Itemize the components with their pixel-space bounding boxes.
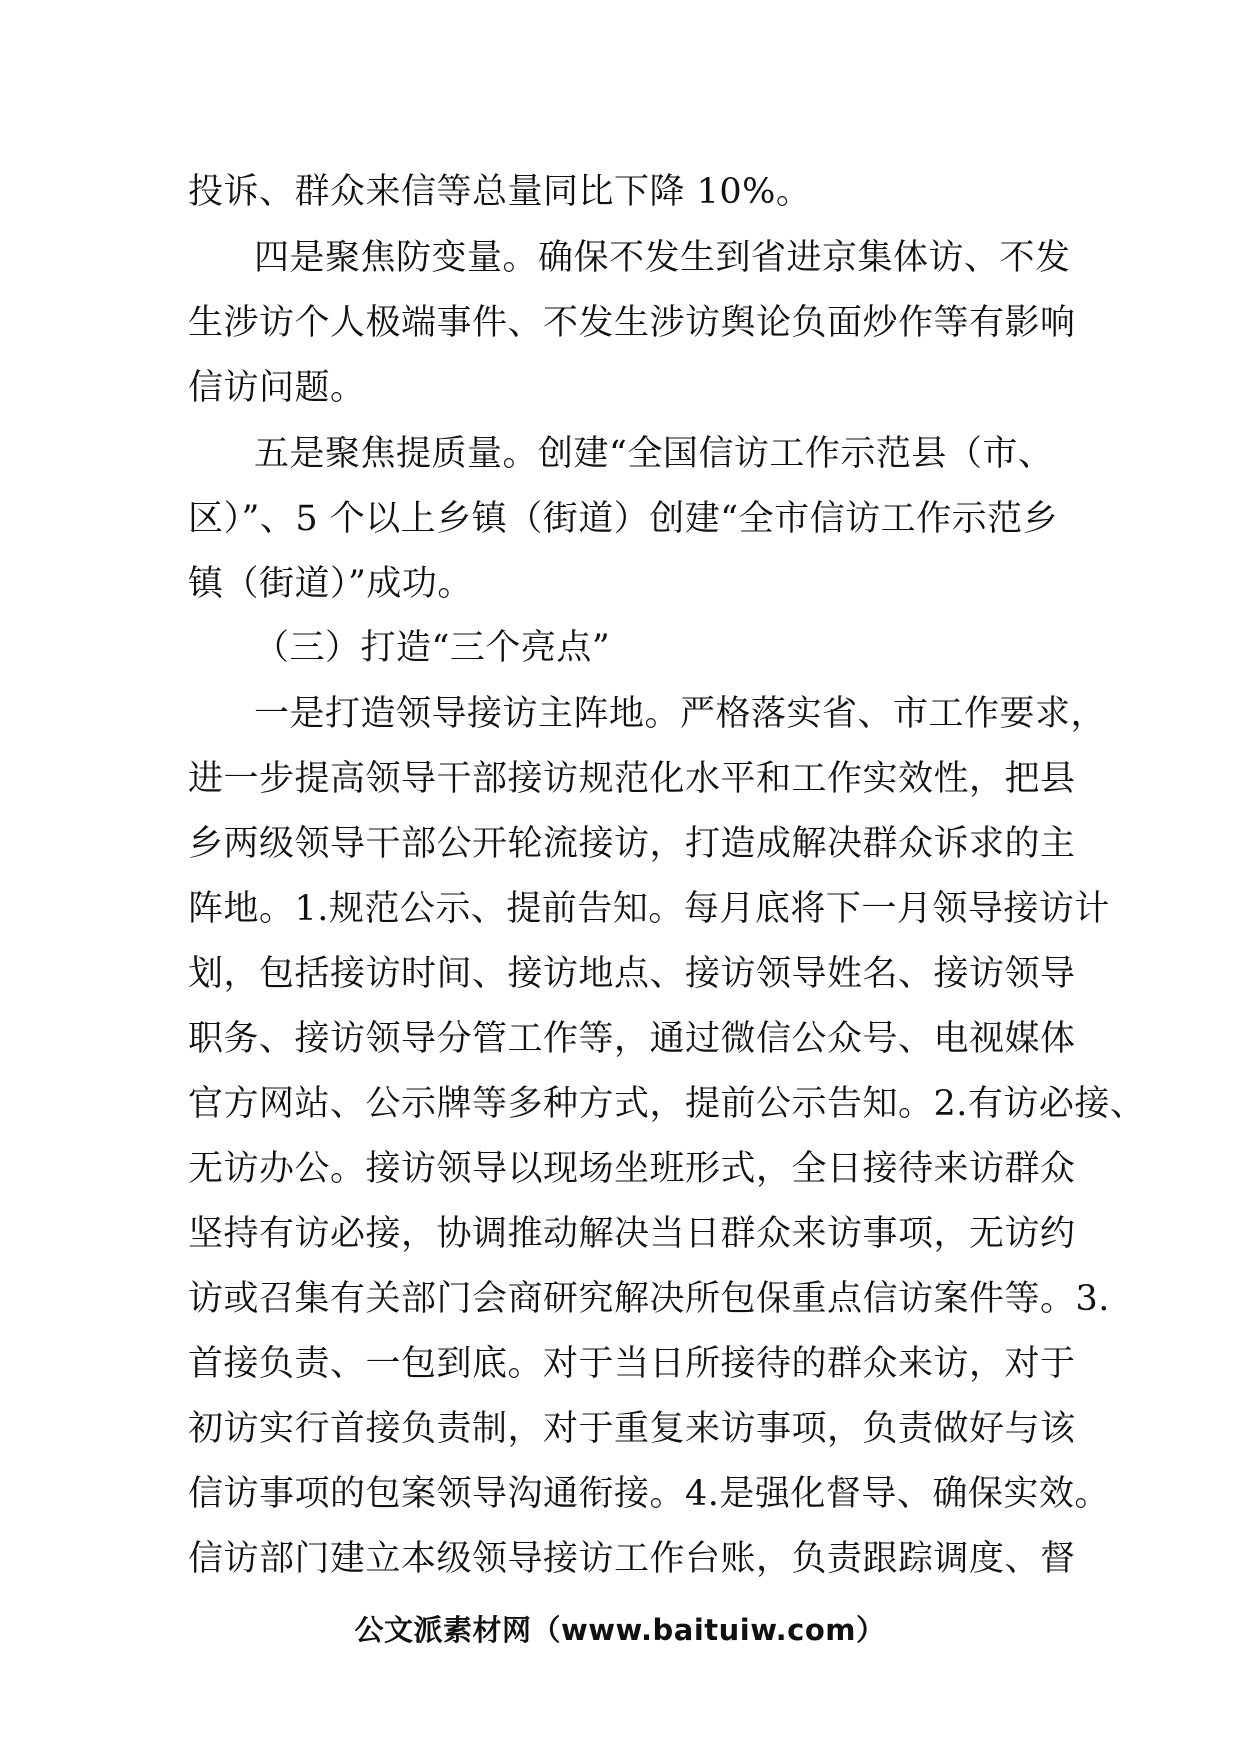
section-heading: （三）打造“三个亮点”	[254, 628, 611, 668]
text-line: 划，包括接访时间、接访地点、接访领导姓名、接访领导	[188, 954, 1076, 994]
paragraph-start: 一是打造领导接访主阵地。严格落实省、市工作要求，	[254, 694, 1107, 734]
text-line: 信访部门建立本级领导接访工作台账，负责跟踪调度、督	[188, 1539, 1076, 1579]
footer-watermark: 公文派素材网（www.baituiw.com）	[354, 1613, 886, 1647]
text-line: 阵地。1.规范公示、提前告知。每月底将下一月领导接访计	[188, 889, 1110, 929]
text-line: 信访事项的包案领导沟通衔接。4.是强化督导、确保实效。	[188, 1474, 1110, 1514]
text-line: 生涉访个人极端事件、不发生涉访舆论负面炒作等有影响	[188, 303, 1076, 343]
text-line: 区）”、5 个以上乡镇（街道）创建“全市信访工作示范乡	[188, 499, 1059, 539]
paragraph-start: 五是聚焦提质量。创建“全国信访工作示范县（市、	[254, 434, 1054, 474]
text-line: 投诉、群众来信等总量同比下降 10%。	[188, 172, 812, 212]
text-line: 信访问题。	[188, 368, 366, 408]
text-line: 无访办公。接访领导以现场坐班形式，全日接待来访群众	[188, 1149, 1076, 1189]
text-line: 乡两级领导干部公开轮流接访，打造成解决群众诉求的主	[188, 824, 1076, 864]
text-line: 官方网站、公示牌等多种方式，提前公示告知。2.有访必接、	[188, 1084, 1146, 1124]
text-line: 进一步提高领导干部接访规范化水平和工作实效性，把县	[188, 759, 1076, 799]
text-line: 初访实行首接负责制，对于重复来访事项，负责做好与该	[188, 1409, 1076, 1449]
text-line: 职务、接访领导分管工作等，通过微信公众号、电视媒体	[188, 1019, 1076, 1059]
text-line: 镇（街道）”成功。	[188, 564, 473, 604]
paragraph-start: 四是聚焦防变量。确保不发生到省进京集体访、不发	[254, 238, 1071, 278]
text-line: 首接负责、一包到底。对于当日所接待的群众来访，对于	[188, 1344, 1076, 1384]
text-line: 访或召集有关部门会商研究解决所包保重点信访案件等。3.	[188, 1279, 1110, 1319]
text-line: 坚持有访必接，协调推动解决当日群众来访事项，无访约	[188, 1214, 1076, 1254]
